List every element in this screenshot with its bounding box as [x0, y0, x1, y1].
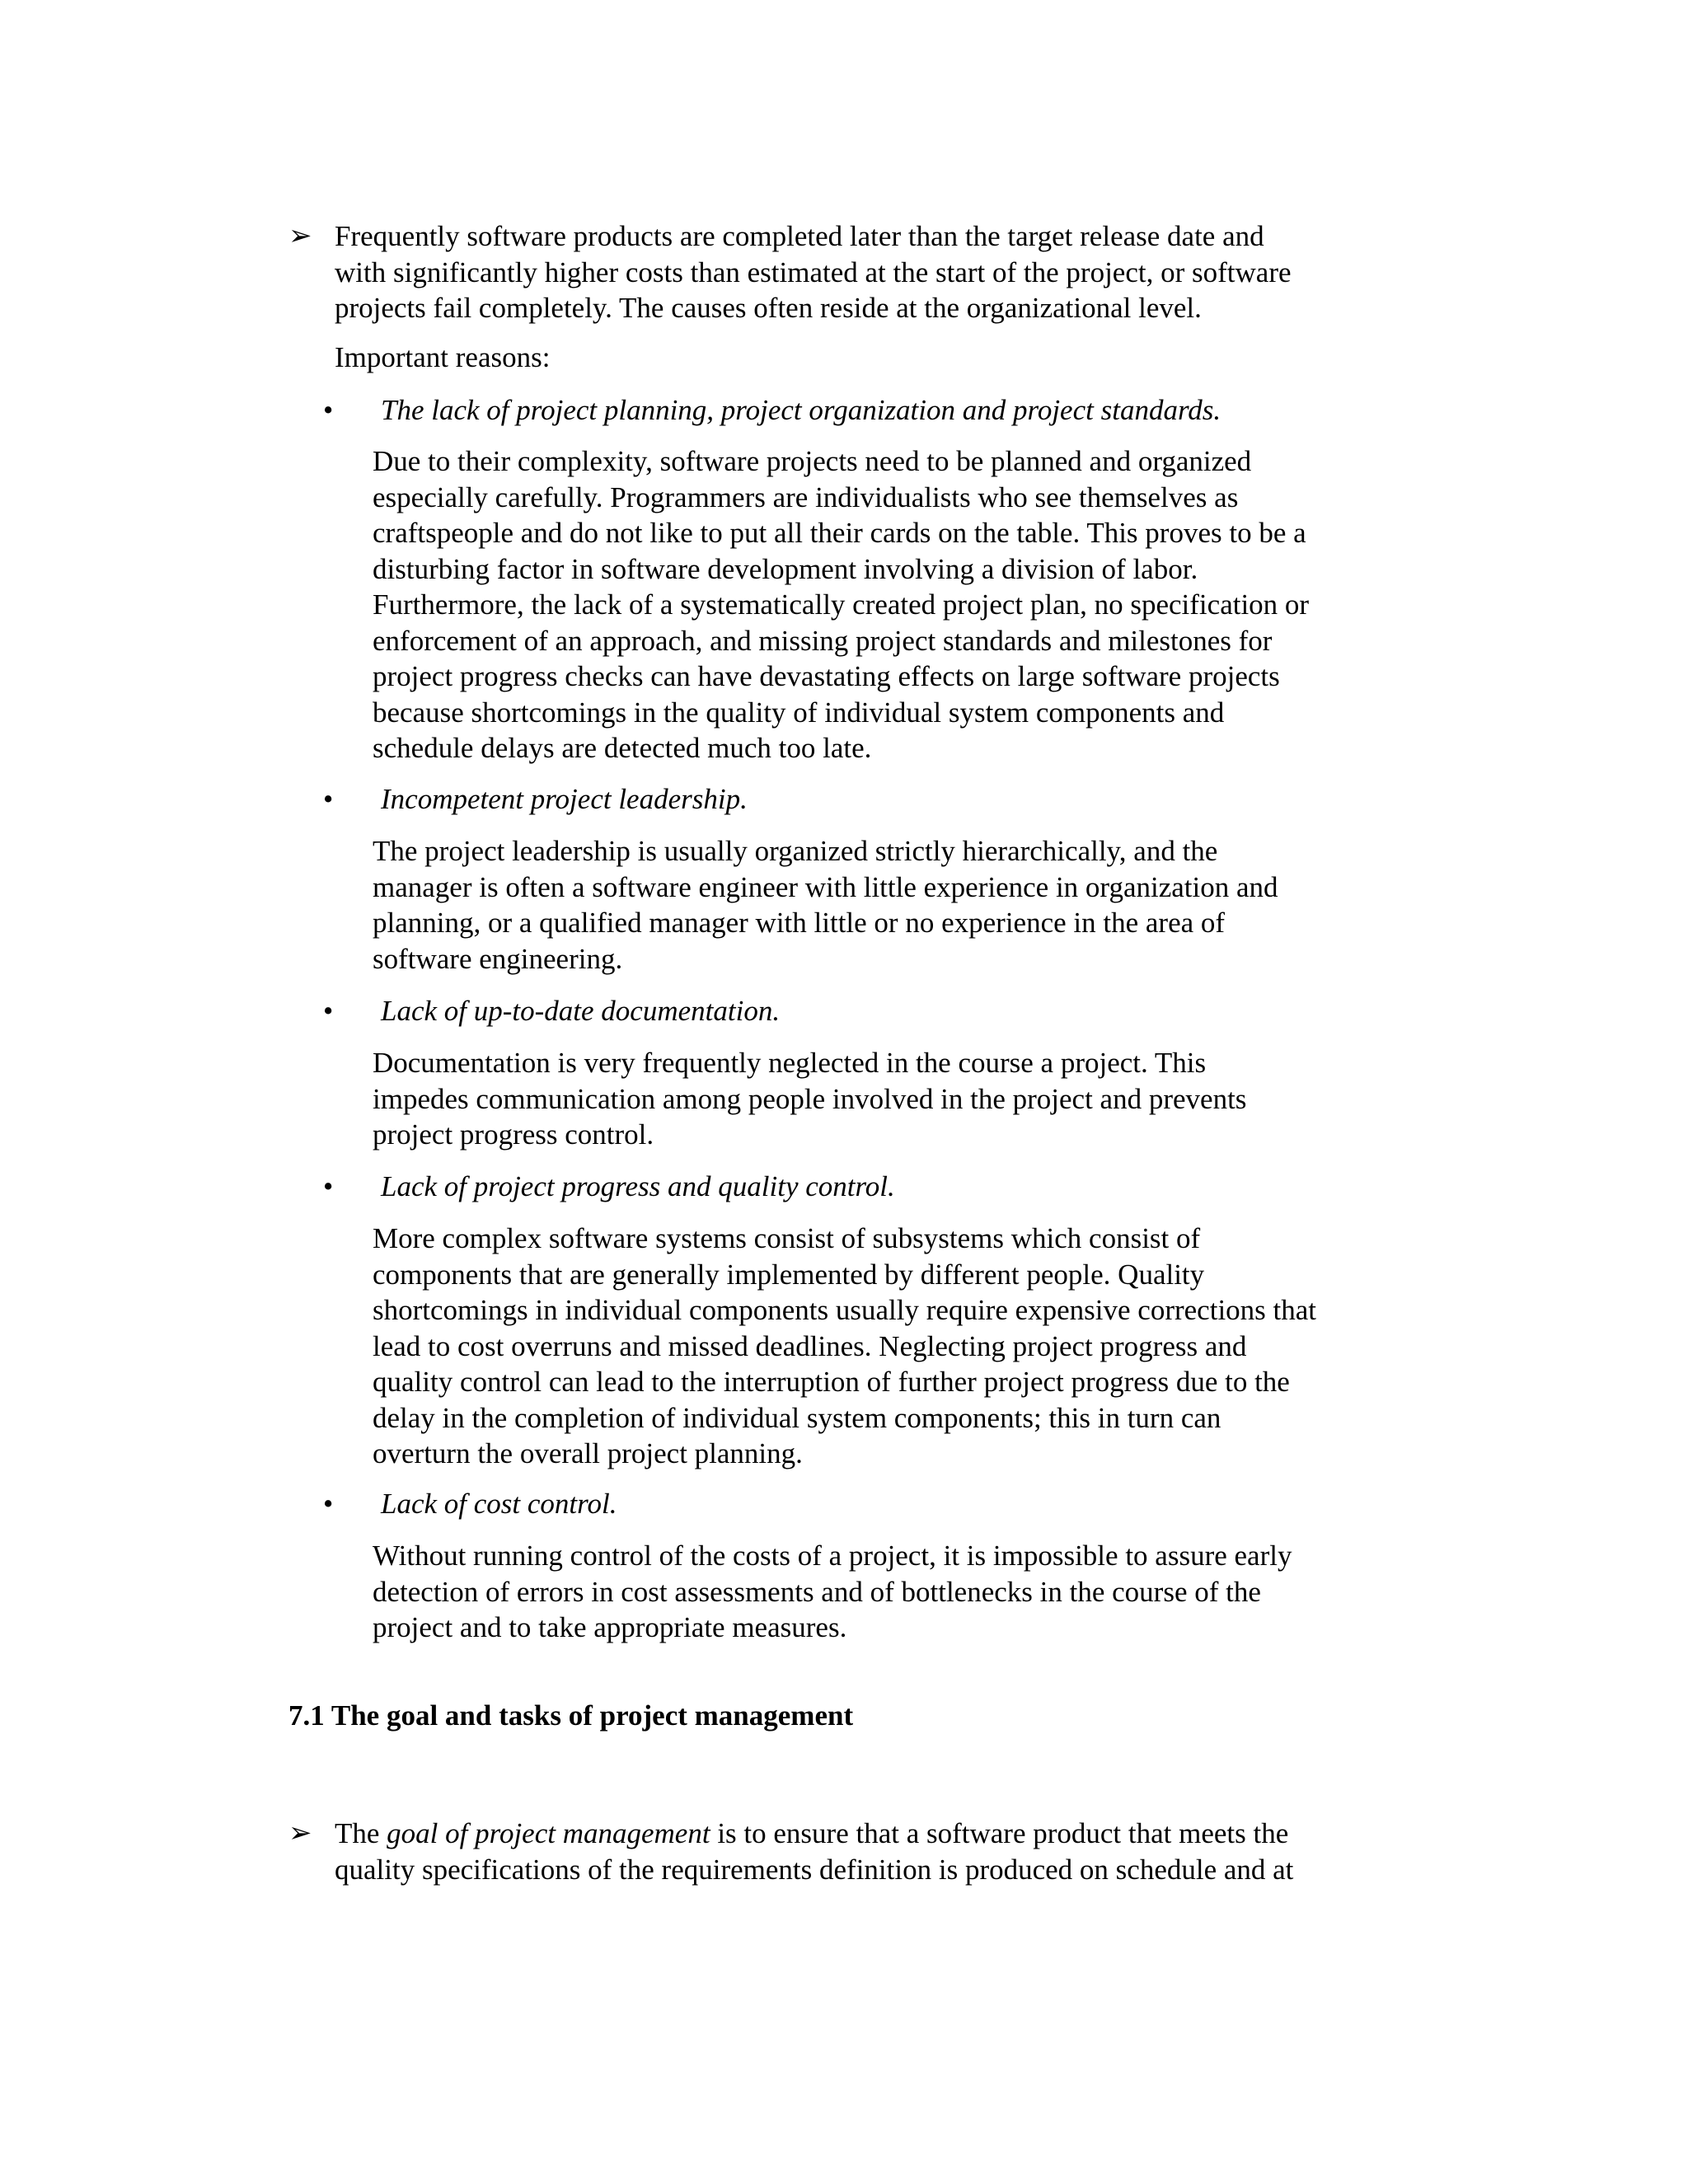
reason-title: Lack of project progress and quality control. [381, 1170, 895, 1202]
text-line: craftspeople and do not like to put all their cards on the table. This proves to be a [373, 517, 1306, 549]
important-reasons-label: Important reasons: [335, 341, 551, 373]
text-line: Without running control of the costs of a project, it is impossible to assure early [373, 1540, 1292, 1572]
text-line: components that are generally implemented by different people. Quality [373, 1258, 1205, 1291]
reason-title: The lack of project planning, project organization and project standards. [381, 394, 1221, 426]
text-line: project and to take appropriate measures. [373, 1611, 847, 1643]
text-line: lead to cost overruns and missed deadlines. Neglecting project progress and [373, 1329, 1247, 1362]
text-line: especially carefully. Programmers are individualists who see themselves as [373, 480, 1239, 513]
dot-bullet-icon: • [323, 783, 334, 815]
text-line: schedule delays are detected much too late. [373, 732, 872, 764]
intro-paragraph [288, 218, 1393, 326]
intro-line: projects fail completely. The causes often reside at the organizational level. [335, 292, 1202, 324]
goal-line [335, 1816, 1393, 1852]
goal-post-text: is to ensure that a software product that meets the [710, 1817, 1289, 1849]
dot-bullet-icon: • [323, 394, 334, 426]
arrow-bullet-icon: ➢ [288, 1816, 312, 1849]
reason-bullet [323, 993, 1395, 1029]
text-line: because shortcomings in the quality of individual system components and [373, 696, 1225, 729]
text-line: overturn the overall project planning. [373, 1437, 803, 1469]
text-line: The project leadership is usually organized strictly hierarchically, and the [373, 835, 1218, 867]
text-line: Furthermore, the lack of a systematically created project plan, no specification or [373, 588, 1310, 621]
goal-line: quality specifications of the requirements definition is produced on schedule and at [335, 1853, 1294, 1886]
text-line: project progress checks can have devastating effects on large software projects [373, 660, 1280, 692]
intro-line: Frequently software products are completed later than the target release date and [335, 220, 1264, 252]
reason-title: Lack of cost control. [381, 1488, 617, 1520]
dot-bullet-icon: • [323, 995, 334, 1027]
reason-description [373, 833, 1403, 977]
text-line: software engineering. [373, 942, 623, 975]
goal-term: goal of project management [387, 1817, 710, 1849]
reason-bullet [323, 392, 1395, 429]
text-line: planning, or a qualified manager with little or no experience in the area of [373, 907, 1226, 939]
text-line: detection of errors in cost assessments and of bottlenecks in the course of the [373, 1575, 1261, 1608]
goal-paragraph [288, 1816, 1393, 1887]
reason-bullet [323, 1486, 1395, 1522]
text-line: enforcement of an approach, and missing project standards and milestones for [373, 624, 1273, 657]
text-line: shortcomings in individual components usually require expensive corrections that [373, 1294, 1317, 1326]
reason-description [373, 1538, 1403, 1646]
reason-description [373, 1221, 1403, 1472]
text-line: manager is often a software engineer with little experience in organization and [373, 870, 1278, 903]
text-line: impedes communication among people involved in the project and prevents [373, 1082, 1247, 1115]
reason-title: Incompetent project leadership. [381, 783, 748, 815]
reason-bullet [323, 1169, 1395, 1205]
reason-description [373, 443, 1403, 766]
reason-description [373, 1045, 1403, 1153]
intro-line: with significantly higher costs than estimated at the start of the project, or software [335, 255, 1292, 288]
reason-bullet [323, 781, 1395, 818]
dot-bullet-icon: • [323, 1170, 334, 1202]
arrow-bullet-icon: ➢ [288, 219, 312, 252]
section-heading: 7.1 The goal and tasks of project management [288, 1699, 854, 1732]
text-line: project progress control. [373, 1118, 654, 1151]
text-line: More complex software systems consist of subsystems which consist of [373, 1222, 1201, 1254]
text-line: delay in the completion of individual system components; this in turn can [373, 1401, 1221, 1434]
text-line: disturbing factor in software development involving a division of labor. [373, 552, 1198, 585]
goal-pre-text: The [335, 1817, 387, 1849]
text-line: quality control can lead to the interruption of further project progress due to the [373, 1366, 1290, 1398]
text-line: Due to their complexity, software projects need to be planned and organized [373, 445, 1252, 477]
text-line: Documentation is very frequently neglected in the course a project. This [373, 1047, 1207, 1079]
dot-bullet-icon: • [323, 1488, 334, 1520]
reason-title: Lack of up-to-date documentation. [381, 995, 781, 1027]
